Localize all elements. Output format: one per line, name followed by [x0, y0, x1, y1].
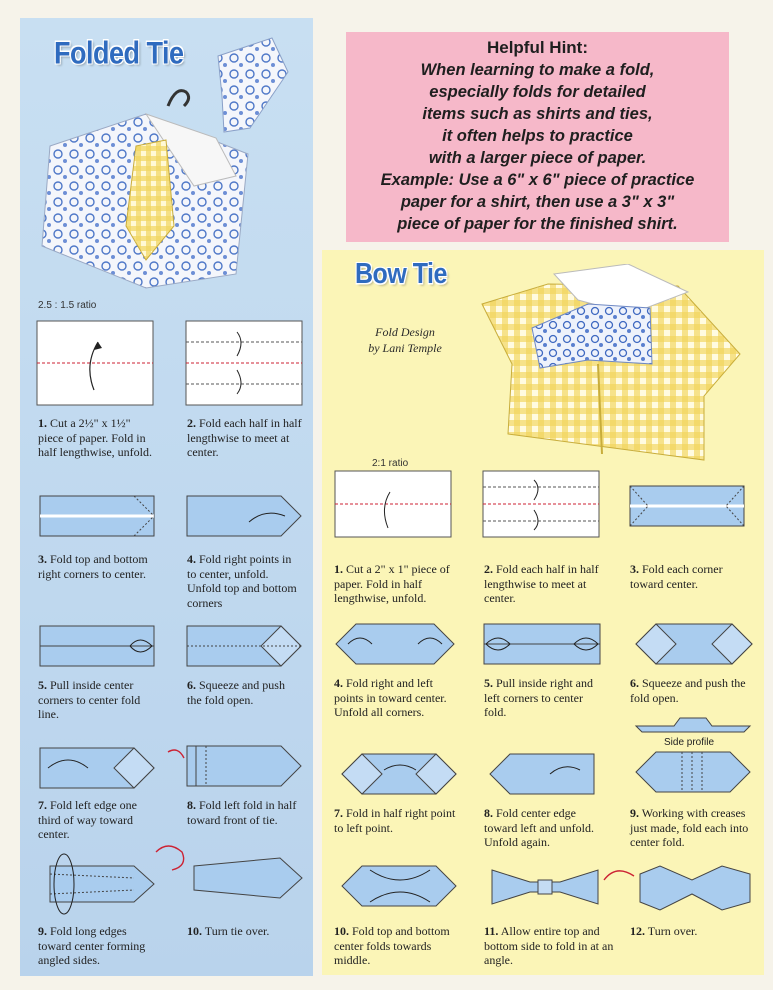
folded-tie-step-5-diagram [38, 624, 160, 668]
helpful-hint-box [346, 32, 729, 242]
bow-tie-step-9-diagram [634, 716, 754, 796]
bow-tie-title: Bow Tie [355, 257, 447, 291]
bow-tie-step-4-diagram [334, 622, 456, 668]
bow-tie-step-7: 7. Fold in half right point to left point. [334, 806, 456, 835]
bow-tie-step-8: 8. Fold center edge toward left and unfold. Unfold again. [484, 806, 594, 849]
bow-tie-step-11-diagram [490, 862, 600, 912]
bow-tie-step-6-diagram [634, 622, 756, 668]
bow-tie-step-10: 10. Fold top and bottom center folds towards middle. [334, 924, 450, 967]
folded-tie-step-6-diagram [185, 624, 305, 668]
hint-line: piece of paper for the finished shirt. [397, 215, 678, 233]
hint-line: especially folds for detailed [429, 83, 646, 101]
folded-tie-ratio: 2.5 : 1.5 ratio [38, 300, 97, 311]
folded-tie-step-4-diagram [185, 494, 305, 540]
folded-tie-step-8-diagram [166, 744, 306, 794]
hint-line: paper for a shirt, then use a 3" x 3" [400, 193, 675, 211]
folded-tie-step-3-diagram [38, 494, 160, 540]
bow-tie-step-3: 3. Fold each corner toward center. [630, 562, 723, 591]
design-credit [355, 324, 455, 356]
bow-tie-step-8-diagram [488, 750, 598, 798]
folded-tie-title: Folded Tie [54, 35, 184, 71]
folded-tie-step-3: 3. Fold top and bottom right corners to center. [38, 552, 148, 581]
shirt-with-bow-tie-illustration [478, 264, 748, 464]
folded-tie-step-9-diagram [44, 848, 160, 918]
folded-tie-step-9: 9. Fold long edges toward center forming angled sides. [38, 924, 146, 967]
bow-tie-step-9: 9. Working with creases just made, fold each into center fold. [630, 806, 749, 849]
bow-tie-step-1: 1. Cut a 2" x 1" piece of paper. Fold in half lengthwise, unfold. [334, 562, 450, 605]
folded-tie-step-2-diagram [185, 320, 303, 406]
credit-line-1: Fold Design [375, 325, 435, 339]
side-profile-label: Side profile [664, 737, 715, 748]
hint-line: it often helps to practice [442, 127, 633, 145]
bow-tie-step-12-diagram [600, 860, 756, 914]
bow-tie-step-2-diagram [482, 470, 600, 540]
bow-tie-step-4: 4. Fold right and left points in toward center. Unfold all corners. [334, 676, 447, 719]
hint-line: When learning to make a fold, [420, 61, 655, 79]
folded-tie-step-2: 2. Fold each half in half lengthwise to meet at center. [187, 416, 302, 459]
folded-tie-step-1: 1. Cut a 2½" x 1½" piece of paper. Fold in half lengthwise, unfold. [38, 416, 152, 459]
bow-tie-step-11: 11. Allow entire top and bottom side to fold in at an angle. [484, 924, 614, 967]
credit-line-2: by Lani Temple [368, 341, 442, 355]
folded-tie-step-8: 8. Fold left fold in half toward front of tie. [187, 798, 297, 827]
bow-tie-step-3-diagram [628, 484, 748, 530]
folded-tie-step-6: 6. Squeeze and push the fold open. [187, 678, 285, 707]
folded-shirt-with-tie-illustration [36, 36, 311, 291]
bow-tie-step-5-diagram [482, 622, 604, 668]
folded-tie-step-10-diagram [150, 840, 310, 920]
folded-tie-step-4: 4. Fold right points in to center, unfold. Unfold top and bottom corners [187, 552, 297, 610]
folded-tie-step-7-diagram [38, 744, 160, 794]
bow-tie-step-5: 5. Pull inside right and left corners to center fold. [484, 676, 593, 719]
bow-tie-step-10-diagram [340, 862, 460, 912]
hint-title: Helpful Hint: [486, 38, 589, 57]
folded-tie-step-7: 7. Fold left edge one third of way toward center. [38, 798, 137, 841]
hint-line: items such as shirts and ties, [422, 105, 653, 123]
bow-tie-step-7-diagram [340, 750, 460, 798]
bow-tie-step-6: 6. Squeeze and push the fold open. [630, 676, 746, 705]
folded-tie-step-1-diagram [36, 320, 154, 406]
bow-tie-step-2: 2. Fold each half in half lengthwise to meet at center. [484, 562, 599, 605]
bow-tie-step-12: 12. Turn over. [630, 924, 698, 938]
hint-line: with a larger piece of paper. [428, 149, 647, 167]
folded-tie-step-5: 5. Pull inside center corners to center fold line. [38, 678, 141, 721]
bow-tie-ratio: 2:1 ratio [372, 458, 409, 469]
bow-tie-step-1-diagram [334, 470, 452, 540]
hint-line: Example: Use a 6" x 6" piece of practice [380, 171, 695, 189]
folded-tie-step-10: 10. Turn tie over. [187, 924, 270, 938]
